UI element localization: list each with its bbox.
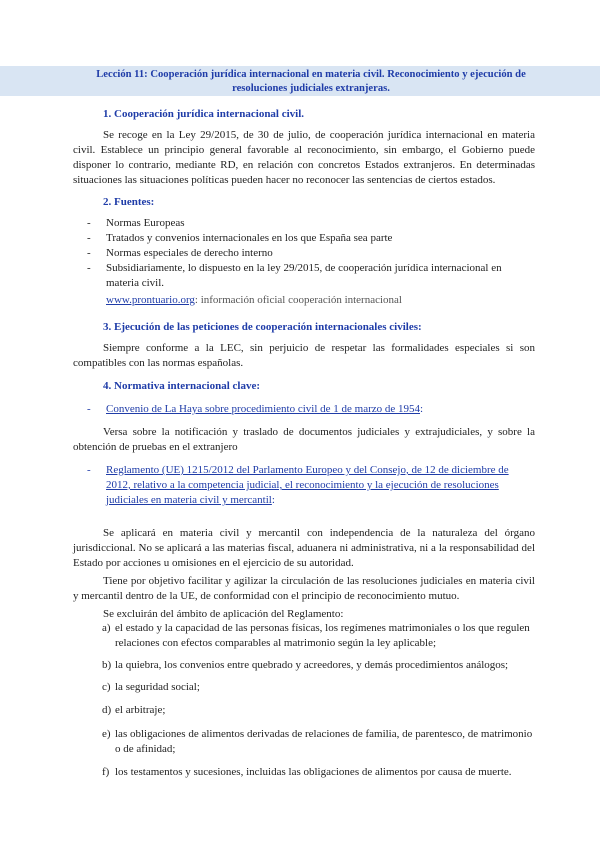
regulation-link[interactable]: Reglamento (UE) 1215/2012 del Parlamento Europeo y del Consejo, de 12 de diciembre de 2012, relativo a la competencia judicial, el reconocimiento y la ejecución de resoluciones judiciales en materia civil y mercantil	[106, 464, 509, 506]
list-item: - Tratados y convenios internacionales en los que España sea parte	[87, 232, 393, 244]
exclusion-item-e: e) las obligaciones de alimentos derivadas de relaciones de familia, de parentesco, de matrimonio o de afinidad;	[102, 728, 533, 755]
list-item: - Normas Europeas	[87, 217, 185, 229]
section3-heading: 3. Ejecución de las peticiones de cooperación internacionales civiles:	[103, 321, 422, 333]
hague-convention-link[interactable]: Convenio de La Haya sobre procedimiento civil de 1 de marzo de 1954	[106, 403, 421, 415]
prontuario-description: : información oficial cooperación internacional	[194, 294, 402, 306]
exclusion-item-d: d) el arbitraje;	[102, 704, 166, 716]
list-item: - Subsidiariamente, lo dispuesto en la ley 29/2015, de cooperación jurídica internacional en materia civil.	[87, 262, 502, 289]
exclusion-item-a: a) el estado y la capacidad de las personas físicas, los regímenes matrimoniales o los que regulen relaciones con efectos comparables al matrimonio según la ley aplicable;	[102, 622, 530, 649]
prontuario-reference	[106, 293, 402, 308]
section4-heading: 4. Normativa internacional clave:	[103, 380, 261, 392]
lesson-title: Lección 11: Cooperación jurídica internacional en materia civil. Reconocimiento y ejecución de resoluciones judiciales extranjeras.	[96, 69, 526, 94]
regulation-scope-paragraph: Se aplicará en materia civil y mercantil con independencia de la naturaleza del órgano jurisdiccional. No se aplicará a las materias fiscal, aduanera ni administrativa, ni a la responsabilidad del Estado por acciones u omisiones en el ejercicio de su autoridad.	[73, 527, 535, 569]
section1-heading: 1. Cooperación jurídica internacional civil.	[103, 108, 305, 120]
hague-convention-item: - Convenio de La Haya sobre procedimiento civil de 1 de marzo de 1954:	[87, 403, 424, 415]
hague-convention-paragraph: Versa sobre la notificación y traslado de documentos judiciales y extrajudiciales, y sobre la obtención de pruebas en el extranjero	[73, 426, 535, 453]
exclusion-item-f: f) los testamentos y sucesiones, incluidas las obligaciones de alimentos por causa de muerte.	[102, 766, 512, 778]
regulation-objective-paragraph: Tiene por objetivo facilitar y agilizar la circulación de las resoluciones judiciales en materia civil y mercantil dentro de la UE, de conformidad con el principio de reconocimiento mutuo.	[73, 575, 535, 602]
section1-paragraph: Se recoge en la Ley 29/2015, de 30 de julio, de cooperación jurídica internacional en materia civil. Establece un principio general favorable al reconocimiento, sin embargo, el Gobierno puede disponer lo contrario, mediante RD, en relación con concretos Estados extranjeros. En determinadas situaciones las situaciones políticas pueden hacer no reconocer las sentencias de ciertos estados.	[73, 129, 535, 186]
prontuario-link[interactable]: www.prontuario.org	[106, 294, 195, 306]
section3-paragraph: Siempre conforme a la LEC, sin perjuicio de respetar las formalidades especiales si son compatibles con las normas españolas.	[73, 342, 535, 369]
exclusions-intro: Se excluirán del ámbito de aplicación del Reglamento:	[103, 608, 344, 620]
list-item: - Normas especiales de derecho interno	[87, 247, 273, 259]
section2-heading: 2. Fuentes:	[103, 196, 155, 208]
exclusion-item-c: c) la seguridad social;	[102, 681, 200, 693]
regulation-item: - Reglamento (UE) 1215/2012 del Parlamento Europeo y del Consejo, de 12 de diciembre de 2012, relativo a la competencia judicial, el reconocimiento y la ejecución de resoluciones judiciales en materia civil y mercantil:	[87, 464, 509, 506]
exclusion-item-b: b) la quiebra, los convenios entre quebrado y acreedores, y demás procedimientos análogos;	[102, 659, 509, 671]
sources-list	[87, 216, 535, 291]
